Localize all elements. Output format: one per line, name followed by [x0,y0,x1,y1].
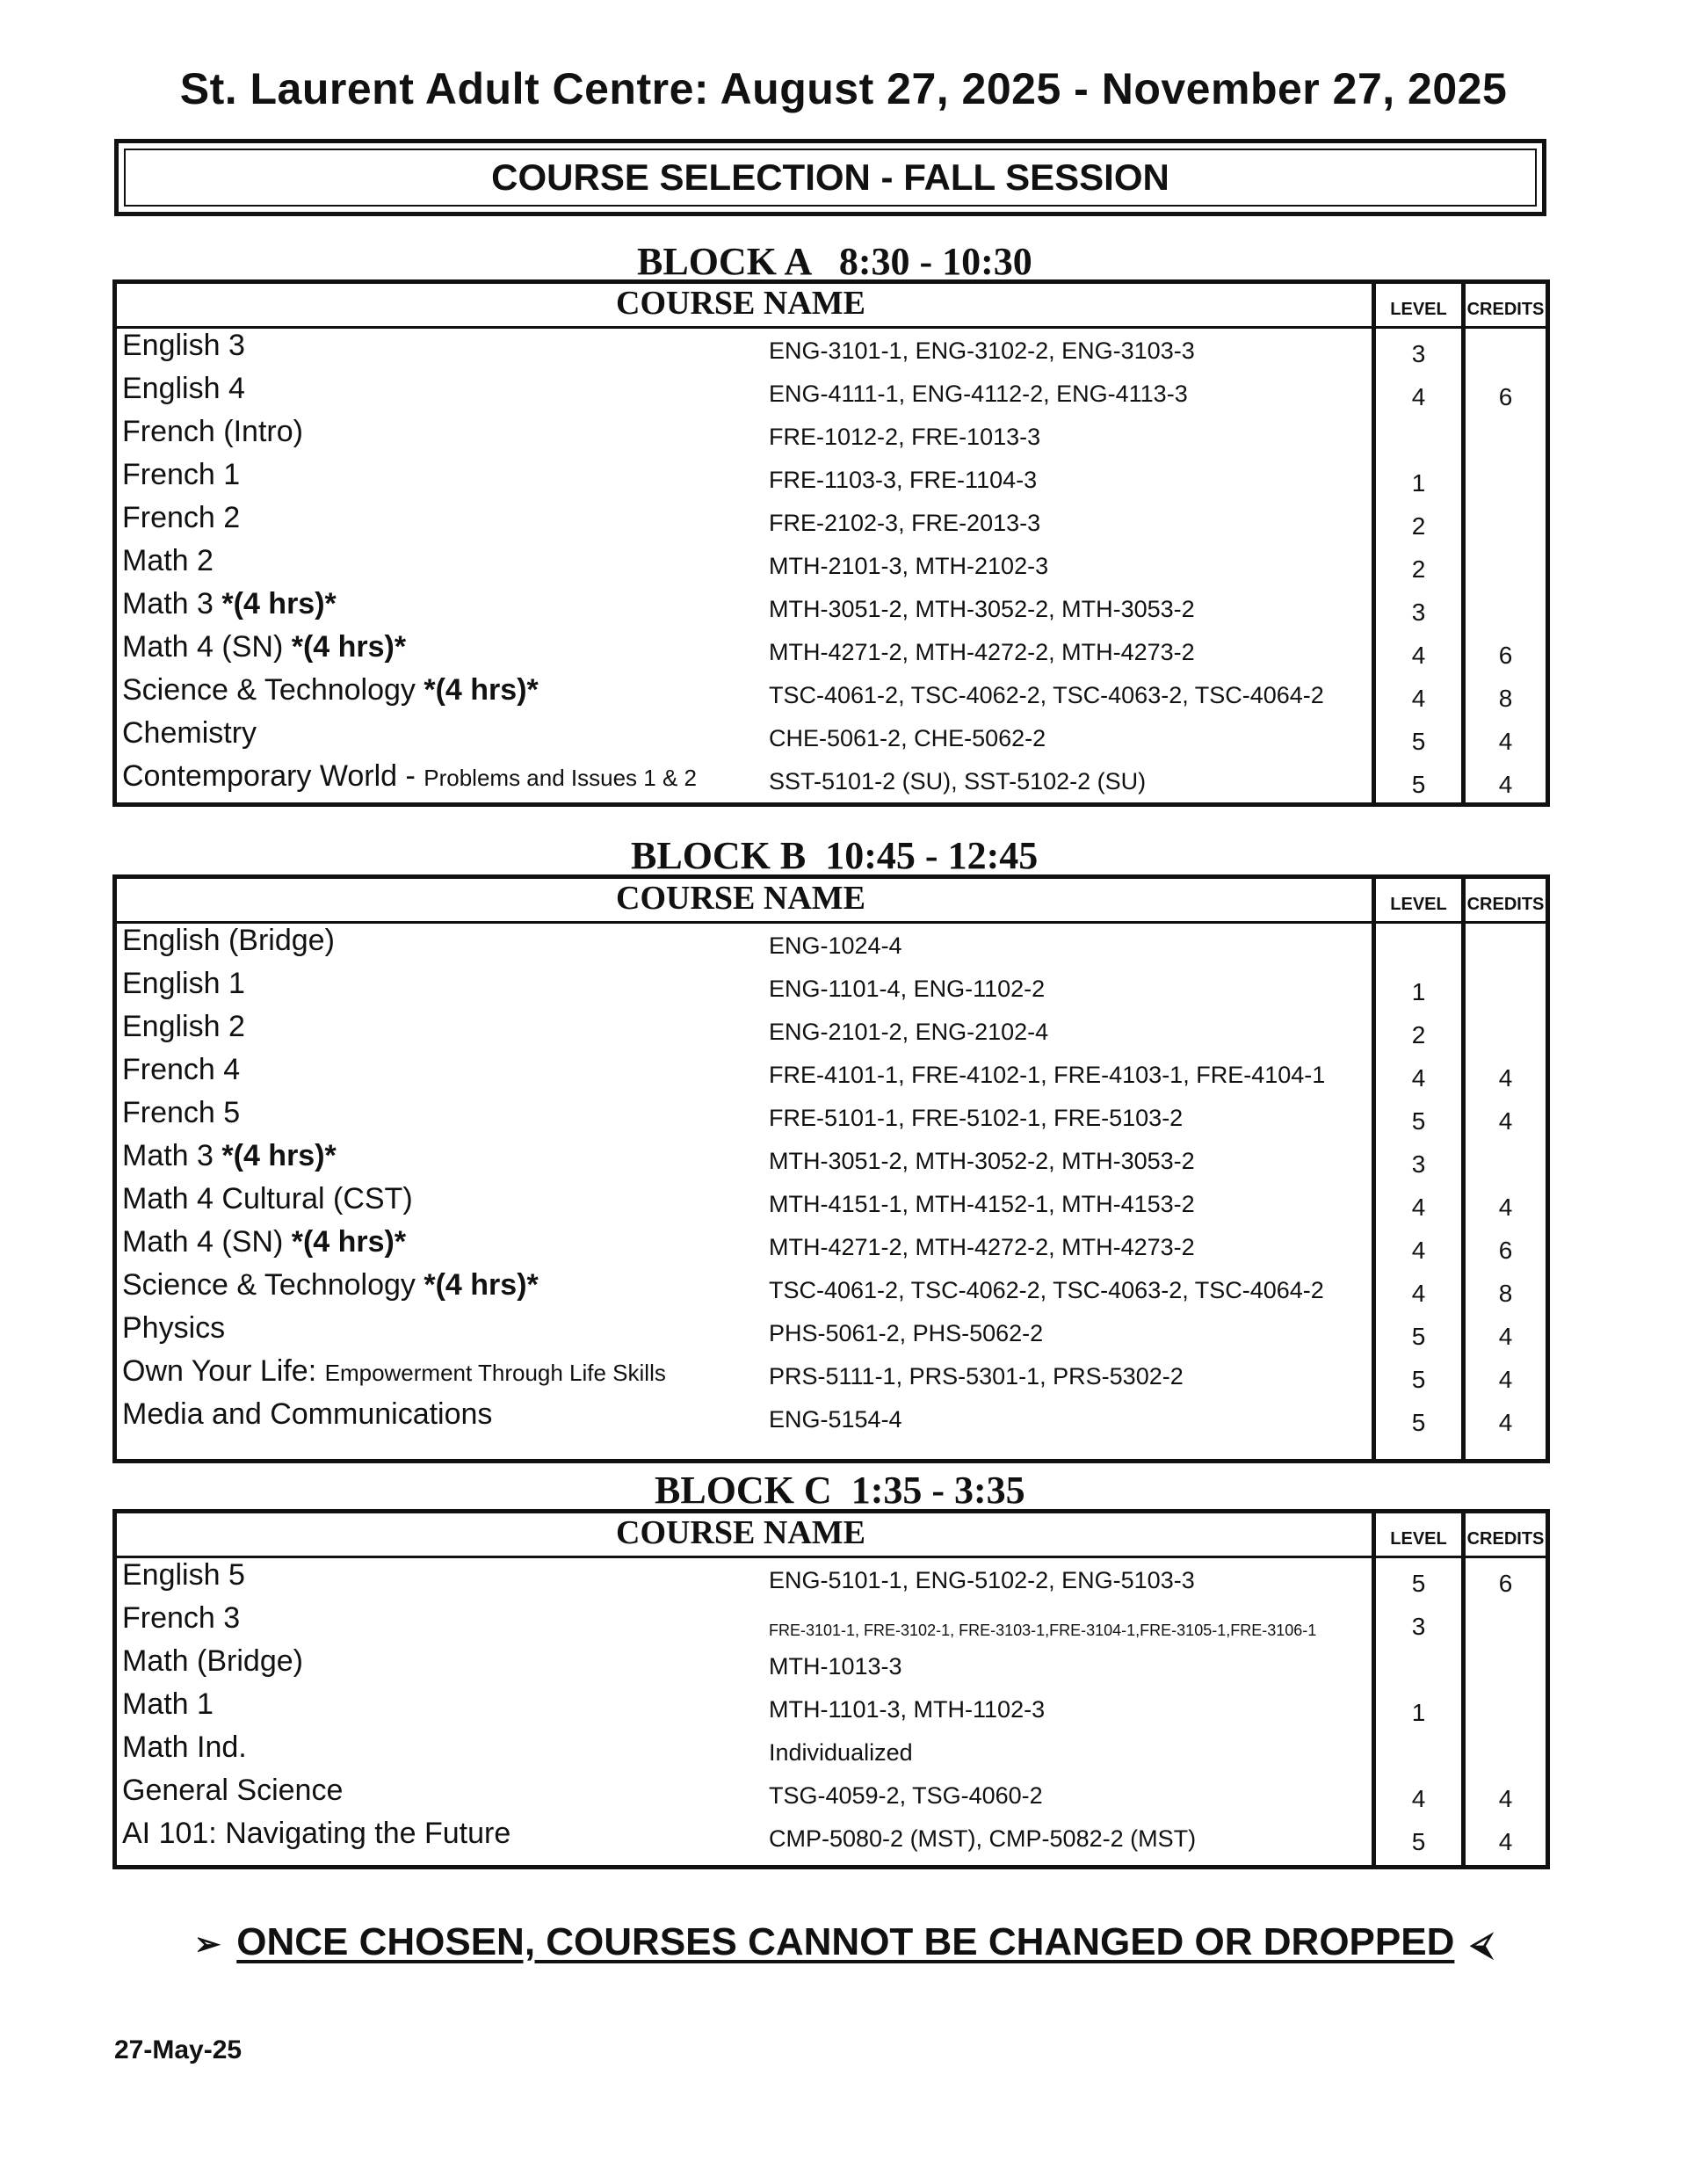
course-level: 4 [1411,1785,1426,1812]
course-codes: FRE-2102-3, FRE-2013-3 [769,510,1041,536]
course-credits: 4 [1498,1064,1513,1092]
course-title: French 2 [122,501,241,534]
table-row [117,758,1546,802]
course-level: 5 [1411,1409,1426,1436]
course-level: 5 [1411,728,1426,755]
table-row [117,543,1546,586]
course-title: French (Intro) [122,415,303,448]
course-codes: PRS-5111-1, PRS-5301-1, PRS-5302-2 [769,1363,1184,1389]
course-codes: MTH-1013-3 [769,1653,902,1680]
course-name [122,500,240,535]
course-level: 5 [1411,1828,1426,1855]
table-row [117,371,1546,414]
session-heading-box [114,139,1546,216]
course-credits: 4 [1498,1323,1513,1350]
level-header: LEVEL [1390,300,1447,319]
course-name [122,414,303,449]
table-row [117,500,1546,543]
table-header [117,1513,1546,1558]
course-codes: FRE-1103-3, FRE-1104-3 [769,467,1038,493]
hours-note: *(4 hrs)* [291,1225,407,1259]
date-stamp: 27-May-25 [114,2035,243,2064]
table-row [117,1310,1546,1353]
notice [0,1920,1687,1964]
course-codes: SST-5101-2 (SU), SST-5102-2 (SU) [769,768,1147,795]
credits-header: CREDITS [1466,300,1545,319]
credits-header: CREDITS [1466,1529,1545,1549]
course-title: Math 3 [122,1139,222,1172]
block-title: BLOCK A 8:30 - 10:30 [637,240,1032,283]
block-title: BLOCK B 10:45 - 12:45 [631,834,1039,877]
table-row [117,672,1546,715]
course-table [112,279,1550,807]
course-title: Math 3 [122,587,222,620]
table-row [117,1267,1546,1310]
course-credits: 4 [1498,728,1513,755]
course-title: Math (Bridge) [122,1644,303,1678]
course-codes: ENG-4111-1, ENG-4112-2, ENG-4113-3 [769,381,1188,407]
table-row [117,1557,1546,1600]
course-codes: TSC-4061-2, TSC-4062-2, TSC-4063-2, TSC-4064-2 [769,682,1324,708]
course-name [122,1816,510,1851]
course-title: Math 1 [122,1687,214,1721]
course-credits: 6 [1498,1570,1513,1597]
course-level: 5 [1411,1107,1426,1135]
course-title: English 5 [122,1558,245,1592]
course-title: English 1 [122,967,245,1000]
course-level: 1 [1411,469,1426,497]
table-row [117,1600,1546,1643]
course-level: 5 [1411,771,1426,798]
table-row [117,1816,1546,1859]
course-level: 4 [1411,642,1426,669]
course-codes: FRE-1012-2, FRE-1013-3 [769,424,1041,450]
course-name [122,672,539,707]
course-name [122,1095,240,1130]
course-name [122,715,257,751]
table-row [117,414,1546,457]
course-codes: MTH-3051-2, MTH-3052-2, MTH-3053-2 [769,596,1195,622]
course-credits: 4 [1498,1107,1513,1135]
table-row [117,328,1546,371]
course-codes: MTH-4151-1, MTH-4152-1, MTH-4153-2 [769,1191,1195,1217]
table-row [117,1773,1546,1816]
course-title: Science & Technology [122,1268,424,1302]
course-name [122,1773,343,1808]
table-row [117,457,1546,500]
course-title: French 5 [122,1096,241,1129]
session-heading: COURSE SELECTION - FALL SESSION [124,149,1537,207]
hours-note: *(4 hrs)* [424,673,539,707]
course-name-header: COURSE NAME [616,880,865,917]
table-row [117,715,1546,758]
course-codes: ENG-3101-1, ENG-3102-2, ENG-3103-3 [769,337,1195,364]
course-name [122,1730,247,1765]
course-name [122,1224,406,1259]
course-level: 4 [1411,383,1426,410]
course-title: Math 4 Cultural (CST) [122,1182,413,1215]
course-level: 4 [1411,1280,1426,1307]
course-codes: ENG-5101-1, ENG-5102-2, ENG-5103-3 [769,1567,1195,1593]
course-title: Math 2 [122,544,214,577]
course-title: French 4 [122,1053,241,1086]
table-row [117,586,1546,629]
course-credits: 4 [1498,1194,1513,1221]
page-title: St. Laurent Adult Centre: August 27, 2025 - November 27, 2025 [179,64,1508,113]
course-codes: ENG-1101-4, ENG-1102-2 [769,976,1046,1002]
course-name [122,586,337,621]
table-row [117,629,1546,672]
course-name [122,1353,666,1390]
table-row [117,1009,1546,1052]
course-codes: MTH-3051-2, MTH-3052-2, MTH-3053-2 [769,1148,1195,1174]
course-credits: 6 [1498,383,1513,410]
course-credits: 4 [1498,1409,1513,1436]
course-name [122,1052,240,1087]
course-table [112,1509,1550,1869]
table-header [117,284,1546,329]
level-header: LEVEL [1390,1529,1447,1549]
course-codes: ENG-5154-4 [769,1406,902,1433]
course-level: 2 [1411,555,1426,583]
course-credits: 4 [1498,1366,1513,1393]
course-title: Own Your Life: [122,1354,325,1388]
block-title: BLOCK C 1:35 - 3:35 [655,1469,1025,1512]
course-codes: MTH-4271-2, MTH-4272-2, MTH-4273-2 [769,1234,1195,1260]
course-codes: CHE-5061-2, CHE-5062-2 [769,725,1046,751]
course-title: English 3 [122,329,245,362]
course-level: 1 [1411,978,1426,1005]
course-title: English 4 [122,372,245,405]
course-level: 3 [1411,1150,1426,1178]
course-codes: ENG-1024-4 [769,932,902,959]
course-name [122,1009,245,1044]
table-row [117,923,1546,966]
course-codes: FRE-4101-1, FRE-4102-1, FRE-4103-1, FRE-4104-1 [769,1062,1326,1088]
course-level: 4 [1411,1064,1426,1092]
hours-note: *(4 hrs)* [291,630,407,664]
course-codes: MTH-4271-2, MTH-4272-2, MTH-4273-2 [769,639,1195,665]
course-level: 4 [1411,685,1426,712]
table-row [117,1224,1546,1267]
course-credits: 6 [1498,1237,1513,1264]
table-row [117,1095,1546,1138]
course-title: Math Ind. [122,1731,247,1764]
course-codes: MTH-2101-3, MTH-2102-3 [769,553,1049,579]
table-row [117,1643,1546,1687]
hours-note: *(4 hrs)* [221,587,337,620]
arrow-left-icon: ⮘ [1470,1926,1493,1962]
course-level: 3 [1411,599,1426,626]
course-title: Physics [122,1311,226,1345]
course-name [122,1687,214,1722]
course-codes: FRE-5101-1, FRE-5102-1, FRE-5103-2 [769,1105,1184,1131]
course-title: French 1 [122,458,241,491]
course-credits: 4 [1498,1828,1513,1855]
table-header [117,879,1546,924]
course-name [122,923,335,958]
course-level: 1 [1411,1699,1426,1726]
table-row [117,1687,1546,1730]
arrow-right-icon: ➢ [194,1926,221,1962]
level-header: LEVEL [1390,895,1447,914]
course-name [122,1310,225,1346]
course-title: Math 4 (SN) [122,630,292,664]
table-row [117,1730,1546,1773]
course-codes: TSG-4059-2, TSG-4060-2 [769,1782,1043,1809]
course-name-header: COURSE NAME [616,1514,865,1551]
course-title: General Science [122,1774,344,1807]
course-name [122,1267,539,1302]
notice-text: ONCE CHOSEN, COURSES CANNOT BE CHANGED OR DROPPED [236,1920,1455,1963]
course-level: 5 [1411,1366,1426,1393]
course-title: Chemistry [122,716,257,750]
course-level: 4 [1411,1237,1426,1264]
course-codes: Individualized [769,1739,913,1766]
course-codes: MTH-1101-3, MTH-1102-3 [769,1696,1046,1723]
course-codes: CMP-5080-2 (MST), CMP-5082-2 (MST) [769,1825,1197,1852]
course-credits: 8 [1498,1280,1513,1307]
course-codes: TSC-4061-2, TSC-4062-2, TSC-4063-2, TSC-4064-2 [769,1277,1324,1303]
course-name [122,1600,240,1636]
course-credits: 8 [1498,685,1513,712]
course-name [122,1397,492,1432]
table-row [117,1138,1546,1181]
course-level: 3 [1411,340,1426,367]
course-name [122,629,406,664]
course-name [122,543,214,578]
course-name-header: COURSE NAME [616,285,865,322]
course-title: AI 101: Navigating the Future [122,1817,511,1850]
course-name [122,966,245,1001]
table-row [117,1052,1546,1095]
course-name [122,457,240,492]
course-level: 2 [1411,512,1426,540]
hours-note: *(4 hrs)* [424,1268,539,1302]
course-table [112,874,1550,1463]
course-name [122,758,697,795]
course-title: Science & Technology [122,673,424,707]
course-name [122,1181,413,1216]
course-title: French 3 [122,1601,241,1635]
table-row [117,966,1546,1009]
course-title: English 2 [122,1010,245,1043]
table-row [117,1397,1546,1440]
credits-header: CREDITS [1466,895,1545,914]
table-row [117,1353,1546,1397]
course-level: 3 [1411,1613,1426,1640]
course-title: English (Bridge) [122,924,335,957]
hours-note: *(4 hrs)* [221,1139,337,1172]
course-title: Media and Communications [122,1397,493,1431]
course-codes: ENG-2101-2, ENG-2102-4 [769,1019,1049,1045]
course-credits: 4 [1498,1785,1513,1812]
course-title: Math 4 (SN) [122,1225,292,1259]
course-name [122,1138,337,1173]
course-level: 2 [1411,1021,1426,1048]
course-codes: PHS-5061-2, PHS-5062-2 [769,1320,1044,1346]
course-subtitle: Problems and Issues 1 & 2 [424,765,697,791]
table-row [117,1181,1546,1224]
course-name [122,328,245,363]
course-codes: FRE-3101-1, FRE-3102-1, FRE-3103-1,FRE-3104-1,FRE-3105-1,FRE-3106-1 [769,1622,1317,1639]
course-level: 5 [1411,1570,1426,1597]
course-credits: 4 [1498,771,1513,798]
course-subtitle: Empowerment Through Life Skills [324,1360,666,1386]
course-title: Contemporary World - [122,759,424,793]
course-name [122,1643,303,1679]
course-name [122,371,245,406]
course-level: 5 [1411,1323,1426,1350]
course-level: 4 [1411,1194,1426,1221]
course-credits: 6 [1498,642,1513,669]
course-name [122,1557,245,1593]
